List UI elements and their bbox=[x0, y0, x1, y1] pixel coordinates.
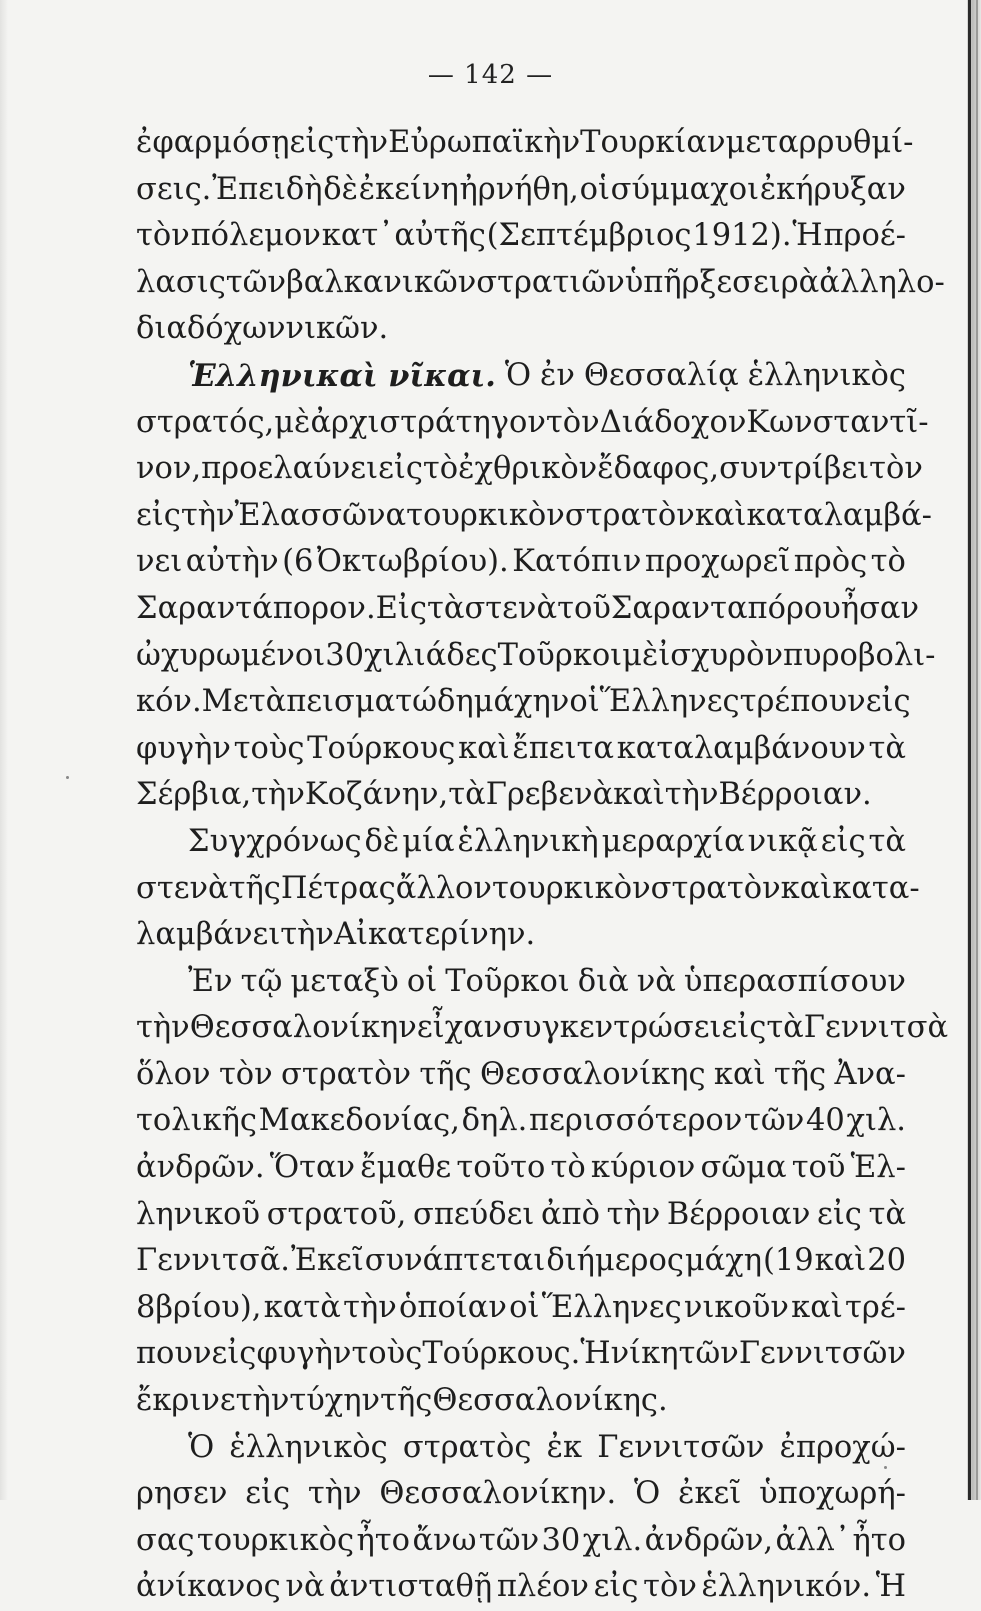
word: ἄνω bbox=[412, 1522, 477, 1558]
word: προελαύνει bbox=[201, 451, 379, 487]
word: ὠχυρωμένοι bbox=[136, 637, 326, 673]
word: τουρκικὸν bbox=[406, 497, 565, 533]
word: ἔμαθε bbox=[360, 1150, 452, 1186]
word: ἑλληνικὸς bbox=[747, 357, 906, 393]
word: καὶ bbox=[713, 1056, 766, 1092]
scan-speck bbox=[884, 1466, 887, 1469]
word: ἐκείνη bbox=[358, 171, 459, 207]
word: ἦτο bbox=[852, 1522, 906, 1558]
word: (19 bbox=[762, 1243, 814, 1279]
word: οἱ bbox=[579, 171, 610, 207]
word: τὰ bbox=[868, 1196, 906, 1232]
text-line bbox=[136, 213, 906, 260]
word: εἰς bbox=[289, 125, 335, 160]
word: Μετὰ bbox=[201, 684, 287, 720]
word: τὸν bbox=[643, 1569, 697, 1605]
word: ἐν bbox=[539, 357, 575, 393]
word: καταλαμβάνουν bbox=[616, 730, 866, 766]
word: μεταξὺ bbox=[290, 963, 399, 999]
word: τὰ bbox=[426, 590, 465, 626]
word: τὴν bbox=[343, 1289, 397, 1325]
word: στρατὸν bbox=[650, 870, 781, 906]
word: τὸν bbox=[218, 1056, 273, 1092]
text-line bbox=[136, 726, 906, 773]
word: τοῦ bbox=[791, 1150, 846, 1186]
text-line bbox=[136, 306, 906, 353]
word: Ὁ bbox=[188, 1429, 215, 1465]
text-line bbox=[136, 1471, 906, 1518]
text-line bbox=[136, 679, 911, 726]
word: διὰ bbox=[577, 963, 629, 999]
word: Τοῦρκοι bbox=[445, 963, 570, 999]
word: εἰς bbox=[820, 823, 866, 859]
word: τὴν bbox=[280, 917, 334, 953]
text-line bbox=[136, 819, 906, 866]
text-line bbox=[136, 1425, 906, 1472]
word: τὴν bbox=[180, 497, 235, 533]
word: καὶ bbox=[814, 1243, 867, 1279]
word: Ἕλληνες bbox=[541, 1289, 682, 1325]
word: Συγχρόνως bbox=[188, 823, 362, 859]
word: Κατόπιν bbox=[512, 544, 642, 580]
word: σῶμα bbox=[700, 1150, 787, 1186]
word: νικοῦν bbox=[683, 1289, 789, 1325]
word: μάχην bbox=[473, 684, 570, 720]
word: τὰ bbox=[448, 777, 486, 813]
word: ἑλληνικόν. bbox=[701, 1569, 872, 1605]
text-line bbox=[136, 493, 932, 540]
word: τὰ bbox=[766, 1010, 804, 1046]
word: Ἡ bbox=[792, 218, 823, 254]
word: Ἐκεῖ bbox=[290, 1243, 364, 1279]
word: λασις bbox=[136, 264, 226, 300]
word: συγκεντρώσει bbox=[502, 1010, 722, 1046]
word: Τούρκους bbox=[307, 730, 456, 766]
word: στενὰ bbox=[464, 590, 558, 626]
word: Κοζάνην, bbox=[304, 777, 449, 813]
word: τὰ bbox=[868, 730, 906, 766]
word: οἱ bbox=[569, 684, 600, 720]
word: συντρίβει bbox=[719, 451, 870, 487]
word: Αἰκατερίνην. bbox=[333, 917, 536, 953]
word: τὴν bbox=[664, 777, 719, 813]
word: πρὸς bbox=[793, 544, 868, 580]
word: Γρεβενὰ bbox=[485, 777, 614, 813]
text-line bbox=[136, 1145, 906, 1192]
word: συνάπτεται bbox=[364, 1243, 546, 1279]
text-line bbox=[136, 1192, 906, 1239]
word: Γεννιτσῶν bbox=[738, 1336, 906, 1372]
text-line bbox=[136, 586, 920, 633]
word: τὴν bbox=[334, 125, 389, 160]
word: εἰς bbox=[865, 684, 911, 720]
word: νον, bbox=[136, 451, 202, 487]
word: οἱ bbox=[406, 963, 438, 999]
word: Σαρανταπόρου bbox=[610, 590, 841, 626]
word: Ἐπειδὴ bbox=[212, 171, 323, 207]
text-line bbox=[136, 353, 906, 400]
word: δὲ bbox=[323, 171, 359, 207]
word: Θεσσαλονίκης bbox=[479, 1056, 706, 1092]
word: σπεύδει bbox=[413, 1196, 535, 1232]
text-line bbox=[136, 260, 945, 307]
word: Γεννιτσῶν bbox=[597, 1429, 765, 1465]
text-line bbox=[136, 1564, 906, 1611]
text-line bbox=[136, 120, 914, 167]
word: ἔκρινε bbox=[136, 1383, 236, 1419]
word: μὲ bbox=[622, 637, 659, 673]
word: εἰς bbox=[378, 451, 423, 487]
word: κύριον bbox=[590, 1150, 696, 1186]
word: λαμβάνει bbox=[136, 917, 281, 953]
word: ὁποίαν bbox=[399, 1289, 507, 1325]
word: Ἐν bbox=[188, 963, 233, 999]
word: δὲ bbox=[364, 823, 400, 859]
text-line bbox=[136, 446, 923, 493]
word: ἄλλον bbox=[395, 870, 492, 906]
text-line bbox=[136, 167, 906, 214]
word: 40 bbox=[805, 1103, 845, 1139]
text-line bbox=[136, 959, 906, 1006]
word: στρατοῦ, bbox=[266, 1196, 407, 1232]
text-line bbox=[136, 1378, 906, 1425]
word: προχωρεῖ bbox=[644, 544, 791, 580]
word: πυροβολι- bbox=[782, 637, 936, 673]
word: Ἑλ- bbox=[850, 1150, 906, 1186]
text-line bbox=[136, 1238, 906, 1285]
word: διαδόχων bbox=[136, 311, 286, 347]
word: ὅλον bbox=[136, 1056, 211, 1092]
word: πεισματώδη bbox=[286, 684, 474, 720]
word: μεραρχία bbox=[601, 823, 745, 859]
word: τῆς bbox=[380, 1383, 433, 1419]
word: ἐκεῖ bbox=[678, 1476, 742, 1512]
word: τὸ bbox=[550, 1150, 586, 1186]
word: 20 bbox=[867, 1243, 906, 1279]
word: Θεσσαλίᾳ bbox=[583, 357, 739, 393]
word: 30 bbox=[325, 637, 364, 673]
word: σύμμαχοι bbox=[610, 171, 760, 207]
word: 8βρίου), bbox=[136, 1289, 262, 1325]
word: καὶ bbox=[613, 777, 665, 813]
word: τὸν bbox=[869, 451, 923, 487]
word: εἰς bbox=[211, 1336, 257, 1372]
word: φυγὴν bbox=[136, 730, 231, 766]
text-line bbox=[136, 912, 906, 959]
word: τοῦτο bbox=[456, 1150, 546, 1186]
word: τρέπουν bbox=[739, 684, 866, 720]
word: αὐτῆς bbox=[394, 218, 486, 254]
word: τοὺς bbox=[233, 730, 305, 766]
word: στρατὸς bbox=[402, 1429, 532, 1465]
word: στρατός, bbox=[136, 404, 275, 440]
page-number: — 142 — bbox=[427, 60, 554, 90]
word: σεις. bbox=[136, 171, 212, 207]
word: τὴν bbox=[606, 1196, 661, 1232]
word: ἑλληνικὴ bbox=[457, 823, 599, 859]
page-edge-line bbox=[968, 0, 971, 1500]
word: ἔπειτα bbox=[512, 730, 615, 766]
word: καὶ bbox=[458, 730, 510, 766]
word: Ἡ bbox=[580, 1336, 611, 1372]
word: αὐτὴν bbox=[185, 544, 279, 580]
word: Σαραντάπορον. bbox=[136, 590, 376, 626]
word: χιλ. bbox=[582, 1522, 643, 1558]
word: ἦσαν bbox=[840, 590, 920, 626]
word: τοῦ bbox=[557, 590, 611, 626]
word: σας bbox=[136, 1522, 195, 1558]
word: τὰ bbox=[868, 823, 906, 859]
word: τὸ bbox=[422, 451, 459, 487]
word: ἐκήρυξαν bbox=[759, 171, 906, 207]
word: Βέρροιαν. bbox=[718, 777, 872, 813]
word: πουν bbox=[136, 1336, 212, 1372]
word: τὸ bbox=[870, 544, 906, 580]
word: Θεσσαλονίκης. bbox=[432, 1383, 668, 1419]
word: νικᾷ bbox=[747, 823, 818, 859]
text-line bbox=[136, 633, 936, 680]
word: στενὰ bbox=[136, 870, 229, 906]
word: νει bbox=[136, 544, 183, 580]
word: Μακεδονίας, bbox=[258, 1103, 460, 1139]
word: καταλαμβά- bbox=[746, 497, 932, 533]
word: καὶ bbox=[791, 1289, 843, 1325]
word: ληνικοῦ bbox=[136, 1196, 261, 1232]
word: τῶν bbox=[743, 1103, 805, 1139]
word: ὑπερασπίσουν bbox=[683, 963, 906, 999]
word: Θεσσαλονίκην bbox=[189, 1010, 417, 1046]
word: τὸν bbox=[545, 404, 600, 440]
word: τουρκικὸν bbox=[491, 870, 651, 906]
word: μία bbox=[402, 823, 455, 859]
text-line bbox=[136, 1285, 906, 1332]
word: τῶν bbox=[478, 1522, 540, 1558]
text-line bbox=[136, 1331, 906, 1378]
word: ἀπὸ bbox=[540, 1196, 600, 1232]
word: Γεννιτσᾶ. bbox=[136, 1243, 290, 1279]
word: Διάδοχον bbox=[599, 404, 747, 440]
word: Θεσσαλονίκην. bbox=[379, 1476, 617, 1512]
word: σειρὰ bbox=[732, 264, 820, 300]
word: Κωνσταντῖ- bbox=[746, 404, 929, 440]
text-line bbox=[136, 772, 906, 819]
word: ἰσχυρὸν bbox=[658, 637, 783, 673]
page-edge-line-secondary bbox=[976, 0, 978, 1500]
word: ἔδαφος, bbox=[597, 451, 720, 487]
word: καὶ bbox=[780, 870, 833, 906]
word: Εἰς bbox=[375, 590, 427, 626]
word: νικῶν. bbox=[285, 311, 389, 347]
word: Βέρροιαν bbox=[666, 1196, 811, 1232]
word: νὰ bbox=[285, 1569, 325, 1605]
section-heading: Ἑλληνικαὶ νῖκαι. bbox=[188, 357, 496, 394]
word: Γεννιτσὰ bbox=[803, 1010, 949, 1046]
word: στρατὸν bbox=[564, 497, 695, 533]
word: τοὺς bbox=[351, 1336, 423, 1372]
word: (6 bbox=[282, 544, 314, 580]
word: Τούρκους. bbox=[422, 1336, 581, 1372]
word: Πέτρας bbox=[280, 870, 396, 906]
word: πόλεμον bbox=[190, 218, 321, 254]
word: ἑλληνικὸς bbox=[229, 1429, 388, 1465]
word: χιλιάδες bbox=[364, 637, 498, 673]
text-line bbox=[136, 1518, 906, 1565]
word: τὴν bbox=[251, 777, 305, 813]
word: Σέρβια, bbox=[136, 777, 252, 813]
word: οἱ bbox=[509, 1289, 540, 1325]
word: τὸν bbox=[136, 218, 190, 254]
word: περισσότερον bbox=[529, 1103, 743, 1139]
word: διήμερος bbox=[546, 1243, 684, 1279]
text-line bbox=[136, 539, 906, 586]
word: (Σεπτέμβριος bbox=[486, 218, 692, 254]
word: τρέ- bbox=[845, 1289, 906, 1325]
word: ἐπροχώ- bbox=[779, 1429, 906, 1465]
word: Ἡ bbox=[875, 1569, 906, 1605]
word: ἀνδρῶν. bbox=[136, 1150, 265, 1186]
word: τὴν bbox=[307, 1476, 362, 1512]
word: Εὐρωπαϊκὴν bbox=[388, 125, 581, 160]
word: ὑπῆρξε bbox=[624, 264, 733, 300]
text-line bbox=[136, 1052, 906, 1099]
word: τῷ bbox=[240, 963, 283, 999]
word: Ἀνα- bbox=[834, 1056, 906, 1092]
text-line bbox=[136, 400, 929, 447]
word: εἰς bbox=[136, 497, 181, 533]
word: ἀνίκανος bbox=[136, 1569, 281, 1605]
word: ἀντισταθῇ bbox=[329, 1569, 493, 1605]
word: τῆς bbox=[773, 1056, 827, 1092]
word: τὴν bbox=[136, 1010, 190, 1046]
word: τύχην bbox=[289, 1383, 381, 1419]
word: ἀρχιστράτηγον bbox=[310, 404, 546, 440]
word: κατα- bbox=[832, 870, 920, 906]
word: Τοῦρκοι bbox=[497, 637, 623, 673]
word: νίκη bbox=[610, 1336, 679, 1372]
word: ρησεν bbox=[136, 1476, 228, 1512]
word: Ὅταν bbox=[269, 1150, 356, 1186]
word: εἰς bbox=[593, 1569, 639, 1605]
word: εἰς bbox=[721, 1010, 767, 1046]
word: Ὁ bbox=[504, 357, 532, 393]
word: χιλ. bbox=[846, 1103, 906, 1139]
word: μὲ bbox=[274, 404, 311, 440]
word: δηλ. bbox=[461, 1103, 528, 1139]
word: ἠρνήθη, bbox=[459, 171, 579, 207]
word: ἀλληλο- bbox=[819, 264, 945, 300]
word: κόν. bbox=[136, 684, 202, 720]
word: ἀλλ᾽ bbox=[775, 1522, 851, 1558]
word: στρατιῶν bbox=[476, 264, 625, 300]
word: προέ- bbox=[823, 218, 906, 254]
word: βαλκανικῶν bbox=[286, 264, 477, 300]
word: Ἐλασσῶνα bbox=[234, 497, 407, 533]
word: καὶ bbox=[694, 497, 747, 533]
word: τῆς bbox=[228, 870, 281, 906]
word: Ὀκτωβρίου). bbox=[316, 544, 509, 580]
word: Ἕλληνες bbox=[599, 684, 740, 720]
word: εἶχαν bbox=[416, 1010, 503, 1046]
word: ἐχθρικὸν bbox=[458, 451, 598, 487]
word: τῶν bbox=[225, 264, 287, 300]
page-gutter-shadow bbox=[0, 0, 8, 1500]
word: ὑποχωρή- bbox=[759, 1476, 906, 1512]
word: ἦτο bbox=[356, 1522, 411, 1558]
word: εἰς bbox=[245, 1476, 291, 1512]
word: πλέον bbox=[496, 1569, 589, 1605]
word: Τουρκίαν bbox=[580, 125, 726, 160]
word: 1912). bbox=[692, 218, 792, 254]
text-line bbox=[136, 1005, 949, 1052]
word: στρατὸν bbox=[281, 1056, 412, 1092]
body-text bbox=[136, 120, 949, 1611]
word: τῆς bbox=[419, 1056, 472, 1092]
word: νὰ bbox=[636, 963, 676, 999]
word: Ὁ bbox=[634, 1476, 661, 1512]
word: ἀνδρῶν, bbox=[644, 1522, 774, 1558]
scan-speck bbox=[66, 776, 69, 779]
word: εἰς bbox=[817, 1196, 862, 1232]
text-line bbox=[136, 866, 920, 913]
word: τῶν bbox=[678, 1336, 739, 1372]
word: κατ᾽ bbox=[321, 218, 394, 254]
word: τολικῆς bbox=[136, 1103, 257, 1139]
word: ἐφαρμόσῃ bbox=[136, 125, 290, 160]
text-line bbox=[136, 1098, 906, 1145]
word: τουρκικὸς bbox=[196, 1522, 355, 1558]
word: 30 bbox=[541, 1522, 581, 1558]
word: μεταρρυθμί- bbox=[725, 125, 914, 160]
word: μάχη bbox=[684, 1243, 763, 1279]
word: τὴν bbox=[235, 1383, 290, 1419]
word: φυγὴν bbox=[256, 1336, 352, 1372]
word: κατὰ bbox=[263, 1289, 341, 1325]
word: ἐκ bbox=[546, 1429, 583, 1465]
